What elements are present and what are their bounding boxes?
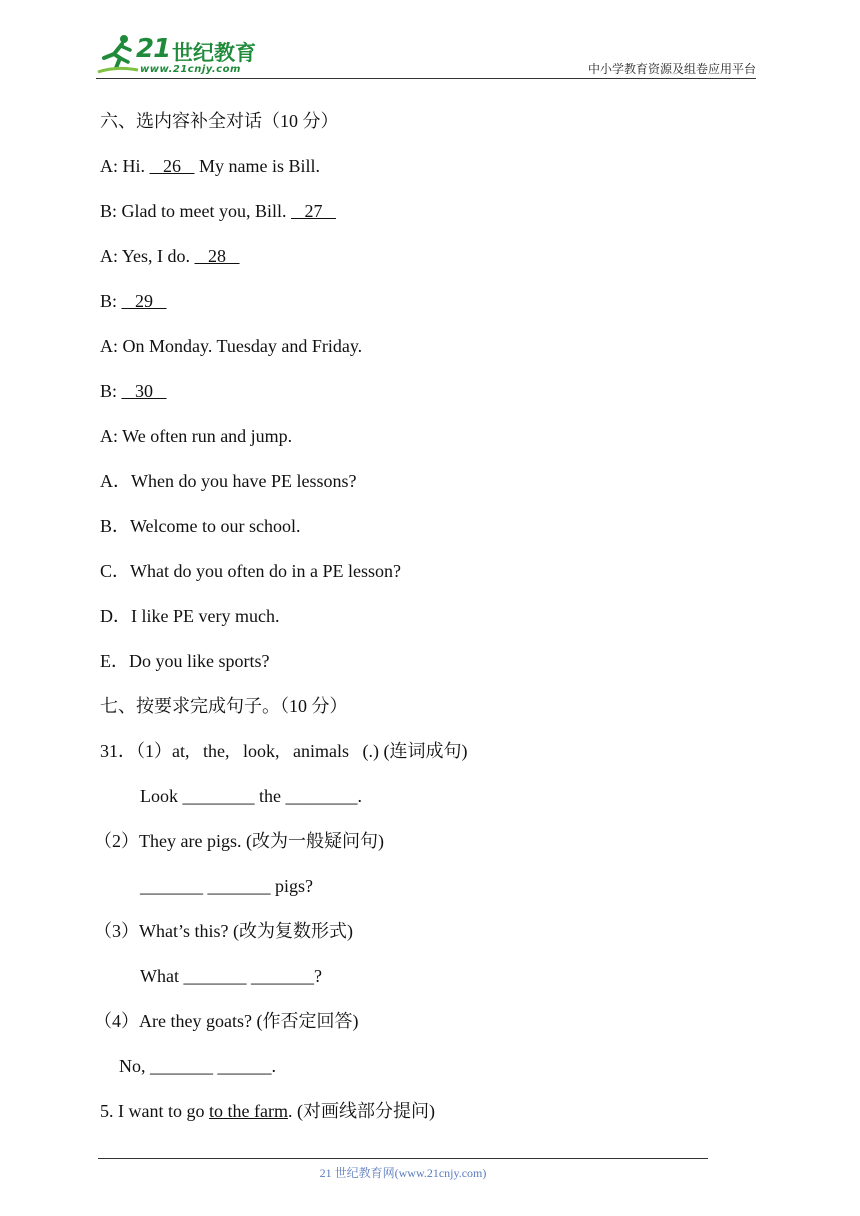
blank-26: 26 [149, 156, 195, 176]
header-divider [96, 78, 756, 79]
dialogue-line-2: B: Glad to meet you, Bill. 27 [100, 201, 336, 221]
blank-30: 30 [121, 381, 167, 401]
runner-icon [96, 32, 140, 76]
question-4: （4）Are they goats? (作否定回答) [94, 1011, 359, 1031]
question-3: （3）What’s this? (改为复数形式) [94, 921, 353, 941]
underlined-phrase: to the farm [208, 1101, 288, 1121]
dialogue-line-5: A: On Monday. Tuesday and Friday. [100, 336, 363, 356]
dialogue-line-6: B: 30 [100, 381, 167, 401]
question-3-answer: What _______ _______? [140, 966, 322, 986]
dialogue-line-4: B: 29 [100, 291, 167, 311]
logo-number: 21 [136, 34, 171, 64]
site-logo [96, 32, 266, 76]
footer-divider [98, 1158, 708, 1159]
option-a: A．When do you have PE lessons? [100, 471, 357, 491]
question-5: 5. I want to go to the farm. (对画线部分提问) [100, 1101, 435, 1121]
section6-title: 六、选内容补全对话（10 分） [100, 111, 339, 131]
dialogue-line-3: A: Yes, I do. 28 [100, 246, 240, 266]
blank-29: 29 [121, 291, 167, 311]
blank-27: 27 [291, 201, 336, 221]
option-e: E．Do you like sports? [100, 651, 270, 671]
header-platform-text: 中小学教育资源及组卷应用平台 [587, 62, 756, 76]
question-4-answer: No, _______ ______. [119, 1056, 276, 1076]
blank-28: 28 [194, 246, 240, 266]
dialogue-line-1: A: Hi. 26 My name is Bill. [100, 156, 320, 176]
option-c: C．What do you often do in a PE lesson? [100, 561, 401, 581]
section7-title: 七、按要求完成句子。（10 分） [100, 696, 348, 716]
logo-url: www.21cnjy.com [140, 64, 241, 75]
page-header [96, 30, 756, 78]
option-b: B．Welcome to our school. [100, 516, 301, 536]
option-d: D．I like PE very much. [100, 606, 280, 626]
question-31-answer: Look ________ the ________. [140, 786, 362, 806]
dialogue-line-7: A: We often run and jump. [100, 426, 293, 446]
document-body [94, 106, 740, 1141]
question-31: 31．（1）at, the, look, animals (.) (连词成句) [100, 741, 468, 761]
question-2-answer: _______ _______ pigs? [140, 876, 313, 896]
page-footer: 21 世纪教育网(www.21cnjy.com) [319, 1166, 487, 1180]
logo-chinese: 世纪教育 [172, 41, 256, 65]
question-2: （2）They are pigs. (改为一般疑问句) [94, 831, 384, 851]
